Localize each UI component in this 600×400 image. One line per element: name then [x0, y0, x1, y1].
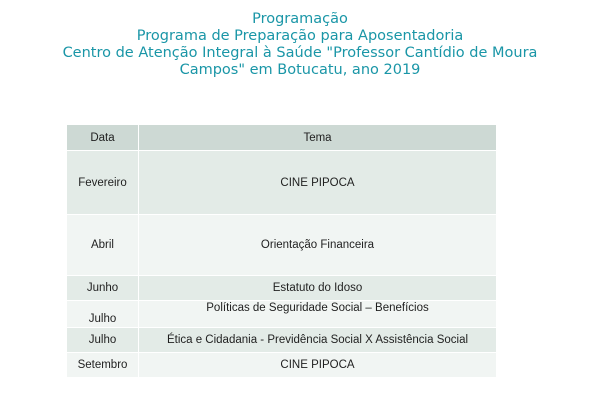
table-header-row [67, 125, 497, 151]
column-header-date: Data [67, 125, 139, 151]
row-tema: Ética e Cidadania - Previdência Social X Assistência Social [139, 328, 497, 353]
row-tema: Estatuto do Idoso [139, 276, 497, 301]
table-row [67, 301, 497, 328]
title-line-2: Programa de Preparação para Aposentadoria [136, 28, 464, 44]
row-date: Fevereiro [67, 151, 139, 215]
schedule-table [66, 124, 497, 378]
row-date: Abril [67, 215, 139, 276]
row-date: Julho [67, 328, 139, 353]
row-date: Setembro [67, 353, 139, 378]
row-tema: Orientação Financeira [139, 215, 497, 276]
row-date: Julho [67, 301, 139, 328]
table-row [67, 276, 497, 301]
table-row [67, 353, 497, 378]
column-header-tema: Tema [139, 125, 497, 151]
table-row [67, 328, 497, 353]
title-line-3: Centro de Atenção Integral à Saúde "Professor Cantídio de Moura [62, 45, 538, 61]
table-row [67, 151, 497, 215]
row-tema: Políticas de Seguridade Social – Benefícios [139, 301, 497, 328]
title-line-4: Campos" em Botucatu, ano 2019 [179, 62, 421, 78]
table-row [67, 215, 497, 276]
row-tema: CINE PIPOCA [139, 353, 497, 378]
row-tema: CINE PIPOCA [139, 151, 497, 215]
title-line-1: Programação [252, 11, 348, 27]
row-date: Junho [67, 276, 139, 301]
page-title [0, 11, 600, 79]
